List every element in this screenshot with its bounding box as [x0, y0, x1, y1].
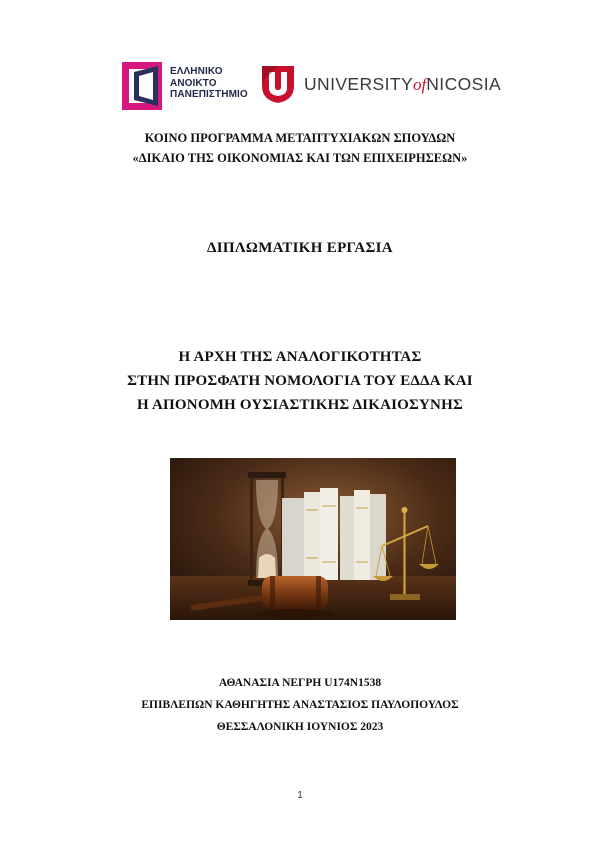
- unic-logo: [260, 64, 510, 104]
- hou-wordmark: [170, 66, 248, 101]
- title-line-2: ΣΤΗΝ ΠΡΟΣΦΑΤΗ ΝΟΜΟΛΟΓΙΑ ΤΟΥ ΕΔΔΑ ΚΑΙ: [127, 373, 473, 389]
- program-line-2: «ΔΙΚΑΙΟ ΤΗΣ ΟΙΚΟΝΟΜΙΑΣ ΚΑΙ ΤΩΝ ΕΠΙΧΕΙΡΗΣΕΩΝ»: [132, 151, 468, 165]
- unic-word-of: of: [413, 75, 427, 94]
- hou-line-3: ΠΑΝΕΠΙΣΤΗΜΙΟ: [170, 89, 248, 100]
- place-date-line: ΘΕΣΣΑΛΟΝΙΚΗ ΙΟΥΝΙΟΣ 2023: [216, 721, 384, 733]
- author-line: ΑΘΑΝΑΣΙΑ ΝΕΓΡΗ U174N1538: [218, 677, 382, 689]
- author-info: [0, 672, 600, 738]
- title-line-1: Η ΑΡΧΗ ΤΗΣ ΑΝΑΛΟΓΙΚΟΤΗΤΑΣ: [178, 349, 422, 365]
- thesis-title: [0, 345, 600, 417]
- unic-wordmark: [304, 74, 501, 95]
- title-line-3: Η ΑΠΟΝΟΜΗ ΟΥΣΙΑΣΤΙΚΗΣ ΔΙΚΑΙΟΣΥΝΗΣ: [137, 397, 463, 413]
- hou-line-1: ΕΛΛΗΝΙΚΟ: [170, 66, 223, 77]
- page-number: 1: [297, 790, 303, 801]
- supervisor-line: ΕΠΙΒΛΕΠΩΝ ΚΑΘΗΓΗΤΗΣ ΑΝΑΣΤΑΣΙΟΣ ΠΑΥΛΟΠΟΥΛΟΣ: [141, 699, 459, 711]
- unic-word-university: UNIVERSITY: [304, 74, 414, 94]
- unic-shield-icon: [260, 64, 296, 104]
- hou-logo: [122, 62, 254, 110]
- hou-emblem-icon: [122, 62, 168, 110]
- unic-word-nicosia: NICOSIA: [426, 74, 502, 94]
- thesis-type: ΔΙΠΛΩΜΑΤΙΚΗ ΕΡΓΑΣΙΑ: [207, 240, 393, 256]
- justice-photo: [170, 458, 456, 620]
- justice-illustration: [170, 458, 456, 620]
- hou-line-2: ΑΝΟΙΚΤΟ: [170, 77, 217, 89]
- program-heading: [0, 128, 600, 168]
- books-icon: [282, 488, 386, 580]
- program-line-1: ΚΟΙΝΟ ΠΡΟΓΡΑΜΜΑ ΜΕΤΑΠΤΥΧΙΑΚΩΝ ΣΠΟΥΔΩΝ: [144, 131, 456, 145]
- logos-header: [122, 60, 508, 112]
